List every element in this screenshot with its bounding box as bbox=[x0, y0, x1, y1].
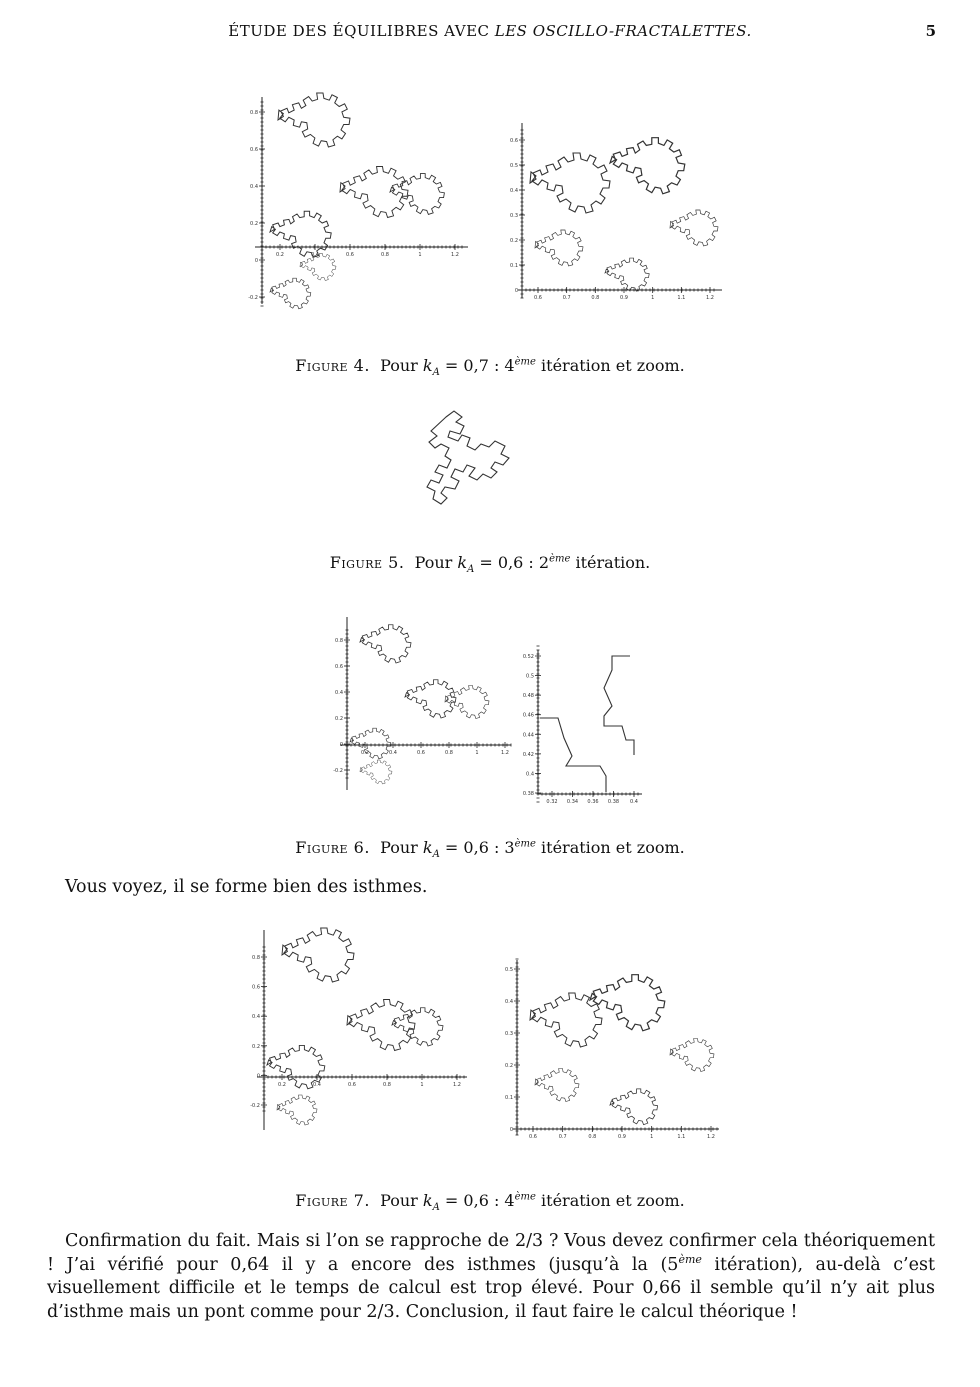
y-tick-label: 0.4 bbox=[250, 184, 258, 190]
x-tick-label: 1.1 bbox=[677, 1134, 686, 1140]
fractal-curve bbox=[270, 93, 444, 309]
y-tick-label: -0.2 bbox=[250, 1103, 260, 1109]
x-tick-label: 0.9 bbox=[618, 1134, 626, 1140]
y-tick-label: 0.5 bbox=[526, 673, 534, 680]
fractal-curve bbox=[350, 625, 489, 784]
y-tick-label: 0.4 bbox=[335, 690, 343, 696]
x-tick-label: 0.6 bbox=[348, 1082, 356, 1088]
y-tick-label: 0 bbox=[256, 1073, 260, 1080]
running-head-prefix: ÉTUDE DES ÉQUILIBRES AVEC bbox=[228, 22, 495, 40]
paragraph-1: Vous voyez, il se forme bien des isthmes. bbox=[65, 877, 428, 897]
y-tick-label: 0.5 bbox=[510, 163, 518, 169]
x-tick-label: 0.36 bbox=[587, 799, 599, 805]
figure-5-plot bbox=[432, 405, 550, 517]
x-tick-label: 1.2 bbox=[706, 295, 714, 301]
figure-7-right-plot bbox=[505, 955, 723, 1140]
x-tick-label: 1 bbox=[420, 1082, 424, 1088]
y-tick-label: 0.2 bbox=[252, 1043, 260, 1050]
y-tick-label: 0 bbox=[514, 288, 518, 294]
figure-6-caption: Figure 6. Pour $k_A = 0,6$ : 3ème itération et zoom. bbox=[295, 838, 685, 861]
y-tick-label: 0.8 bbox=[252, 955, 260, 961]
figure-7-caption: Figure 7. Pour $k_A = 0,6$ : 4ème itération et zoom. bbox=[295, 1191, 685, 1214]
x-tick-label: 1.2 bbox=[453, 1082, 461, 1088]
paragraph-2: Confirmation du fait. Mais si l’on se rapproche de 2/3 ? Vous devez confirmer cela théoriquement ! J’ai vérifié pour 0,64 il y a encore des isthmes (jusqu’à la (5ème itération), au-delà c’est visuellement difficile et le temps de calcul est trop élevé. Pour 0,66 il semble qu’il n’y ait plus d’isthme mais un pont comme pour 2/3. Conclusion, il faut faire le calcul théorique ! bbox=[47, 1231, 935, 1322]
y-tick-label: 0.6 bbox=[250, 147, 258, 153]
x-tick-label: 0.34 bbox=[566, 799, 579, 805]
figure-7-left-plot bbox=[252, 925, 472, 1135]
y-tick-label: 0.4 bbox=[526, 771, 534, 778]
x-tick-label: 0.2 bbox=[278, 1082, 286, 1088]
x-tick-label: 0.8 bbox=[381, 252, 389, 258]
x-tick-label: 0.7 bbox=[562, 295, 571, 301]
figure-5-caption: Figure 5. Pour $k_A = 0,6$ : 2ème itération. bbox=[329, 553, 651, 576]
x-tick-label: 1.2 bbox=[451, 252, 459, 258]
y-tick-label: 0.2 bbox=[335, 716, 343, 722]
figure-4-left-plot bbox=[250, 92, 472, 314]
x-tick-label: 1.2 bbox=[707, 1134, 715, 1140]
x-tick-label: 0.2 bbox=[361, 750, 369, 756]
y-tick-label: 0.4 bbox=[505, 999, 513, 1005]
y-tick-label: 0.1 bbox=[510, 263, 518, 269]
fractal-curve bbox=[267, 928, 443, 1125]
y-tick-label: -0.2 bbox=[248, 295, 258, 301]
y-tick-label: 0.46 bbox=[522, 712, 534, 719]
y-tick-label: 0.48 bbox=[522, 693, 534, 700]
fractal-curve bbox=[530, 975, 714, 1125]
x-tick-label: 0.6 bbox=[529, 1134, 537, 1140]
y-tick-label: 0.2 bbox=[505, 1063, 513, 1069]
y-tick-label: 0.8 bbox=[250, 110, 258, 116]
y-tick-label: 0.38 bbox=[522, 791, 534, 797]
running-head-italic: LES OSCILLO-FRACTALETTES. bbox=[494, 22, 752, 40]
fractal-curve bbox=[432, 405, 550, 517]
running-head bbox=[0, 22, 980, 40]
x-tick-label: 1.2 bbox=[501, 750, 509, 756]
y-tick-label: 0 bbox=[339, 742, 343, 748]
figure-4-caption: Figure 4. Pour $k_A = 0,7$ : 4ème itération et zoom. bbox=[295, 356, 685, 379]
y-tick-label: 0.4 bbox=[510, 188, 518, 194]
y-tick-label: 0.3 bbox=[505, 1031, 513, 1037]
y-tick-label: 0.6 bbox=[335, 664, 343, 670]
y-tick-label: 0.5 bbox=[505, 967, 513, 973]
y-tick-label: 0.6 bbox=[510, 138, 518, 144]
x-tick-label: 0.32 bbox=[546, 799, 558, 805]
x-tick-label: 1.1 bbox=[677, 295, 686, 301]
figure-6-left-plot bbox=[335, 612, 515, 794]
x-tick-label: 0.2 bbox=[276, 252, 284, 258]
x-tick-label: 0.7 bbox=[558, 1134, 567, 1140]
y-tick-label: 0.4 bbox=[252, 1014, 260, 1021]
y-tick-label: 0 bbox=[254, 258, 258, 264]
y-tick-label: 0.2 bbox=[250, 221, 258, 227]
y-tick-label: 0 bbox=[509, 1127, 513, 1133]
y-tick-label: 0.42 bbox=[522, 751, 534, 758]
x-tick-label: 0.8 bbox=[383, 1082, 391, 1088]
x-tick-label: 1 bbox=[418, 252, 422, 258]
x-tick-label: 0.4 bbox=[311, 252, 319, 258]
x-tick-label: 0.9 bbox=[620, 295, 628, 301]
y-tick-label: 0.3 bbox=[510, 213, 518, 219]
zoom-curve bbox=[540, 656, 634, 792]
x-tick-label: 0.6 bbox=[417, 750, 425, 756]
figure-6-right-plot bbox=[522, 648, 650, 806]
fractal-curve bbox=[530, 138, 718, 292]
page-number: 5 bbox=[925, 22, 936, 40]
y-tick-label: 0.2 bbox=[510, 238, 518, 244]
figure-4-right-plot bbox=[510, 118, 725, 308]
x-tick-label: 0.8 bbox=[591, 295, 600, 301]
x-tick-label: 1 bbox=[650, 1134, 654, 1140]
y-tick-label: 0.1 bbox=[505, 1095, 513, 1101]
y-tick-label: 0.8 bbox=[335, 638, 343, 644]
y-tick-label: -0.2 bbox=[333, 768, 343, 774]
x-tick-label: 0.6 bbox=[346, 252, 354, 258]
x-tick-label: 0.4 bbox=[313, 1082, 321, 1088]
x-tick-label: 1 bbox=[651, 295, 655, 301]
y-tick-label: 0.44 bbox=[522, 732, 534, 739]
x-tick-label: 0.4 bbox=[389, 750, 397, 756]
x-tick-label: 1 bbox=[475, 750, 479, 756]
x-tick-label: 0.4 bbox=[630, 799, 638, 805]
x-tick-label: 0.8 bbox=[445, 750, 453, 756]
x-tick-label: 0.38 bbox=[607, 799, 620, 805]
y-tick-label: 0.52 bbox=[522, 654, 534, 660]
y-tick-label: 0.6 bbox=[252, 984, 260, 991]
x-tick-label: 0.6 bbox=[534, 295, 542, 301]
x-tick-label: 0.8 bbox=[588, 1134, 597, 1140]
